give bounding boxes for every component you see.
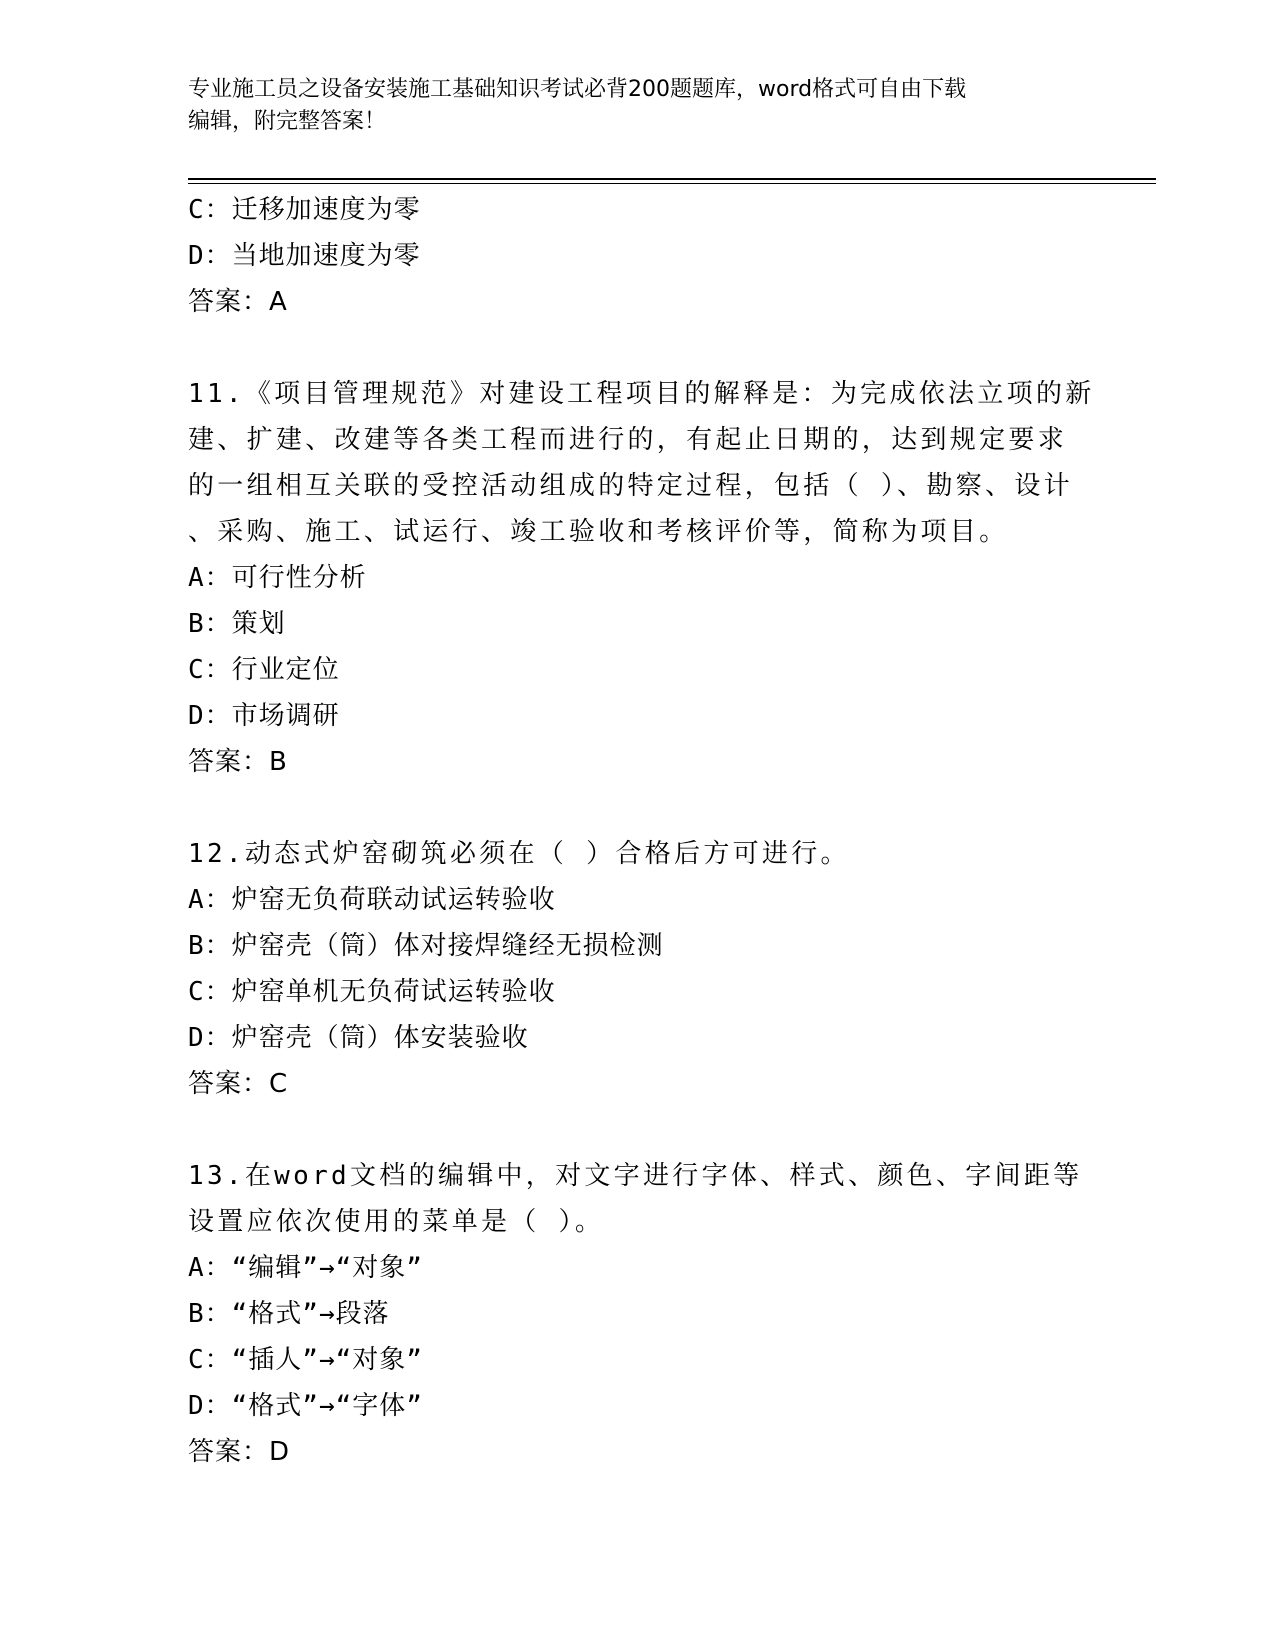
document-body [188,187,1108,1475]
question-text [188,371,1108,555]
option-c: C：行业定位 [188,655,340,685]
answer-line: 答案：A [188,287,288,317]
option-b: B：“格式”→段落 [188,1299,390,1329]
question-12 [188,831,1108,1107]
question-text [188,1153,1108,1245]
question-text-line: 13.在word文档的编辑中，对文字进行字体、样式、颜色、字间距等 [188,1161,1083,1191]
question-text-line: 11.《项目管理规范》对建设工程项目的解释是：为完成依法立项的新 [188,379,1095,409]
option-c: C：迁移加速度为零 [188,195,421,225]
option-d: D：炉窑壳（筒）体安装验收 [188,1023,529,1053]
option-d: D：当地加速度为零 [188,241,421,271]
option-c: C：“插人”→“对象” [188,1345,423,1375]
question-text [188,831,1108,877]
spacer [188,1107,1108,1153]
question-13 [188,1153,1108,1475]
option-a: A：“编辑”→“对象” [188,1253,423,1283]
option-a: A：可行性分析 [188,563,367,593]
answer-line: 答案：C [188,1069,289,1099]
answer-line: 答案：D [188,1437,291,1467]
option-a: A：炉窑无负荷联动试运转验收 [188,885,556,915]
option-c: C：炉窑单机无负荷试运转验收 [188,977,556,1007]
option-b: B：策划 [188,609,286,639]
document-header [188,74,1068,138]
header-title-line-2: 编辑，附完整答案！ [188,109,387,134]
header-title-line-1: 专业施工员之设备安装施工基础知识考试必背200题题库，word格式可自由下载 [188,77,967,102]
header-divider-thin [188,183,1156,184]
answer-line: 答案：B [188,747,288,777]
question-10-tail [188,187,1108,325]
question-text-line: 设置应依次使用的菜单是（ ）。 [188,1207,605,1237]
spacer [188,785,1108,831]
option-d: D：“格式”→“字体” [188,1391,423,1421]
question-text-line: 建、扩建、改建等各类工程而进行的，有起止日期的，达到规定要求 [188,425,1068,455]
question-11 [188,371,1108,785]
option-d: D：市场调研 [188,701,340,731]
question-text-line: 12.动态式炉窑砌筑必须在（ ）合格后方可进行。 [188,839,850,869]
spacer [188,325,1108,371]
header-divider-thick [188,178,1156,180]
question-text-line: 、采购、施工、试运行、竣工验收和考核评价等，简称为项目。 [188,517,1009,547]
option-b: B：炉窑壳（筒）体对接焊缝经无损检测 [188,931,664,961]
question-text-line: 的一组相互关联的受控活动组成的特定过程，包括（ ）、勘察、设计 [188,471,1073,501]
